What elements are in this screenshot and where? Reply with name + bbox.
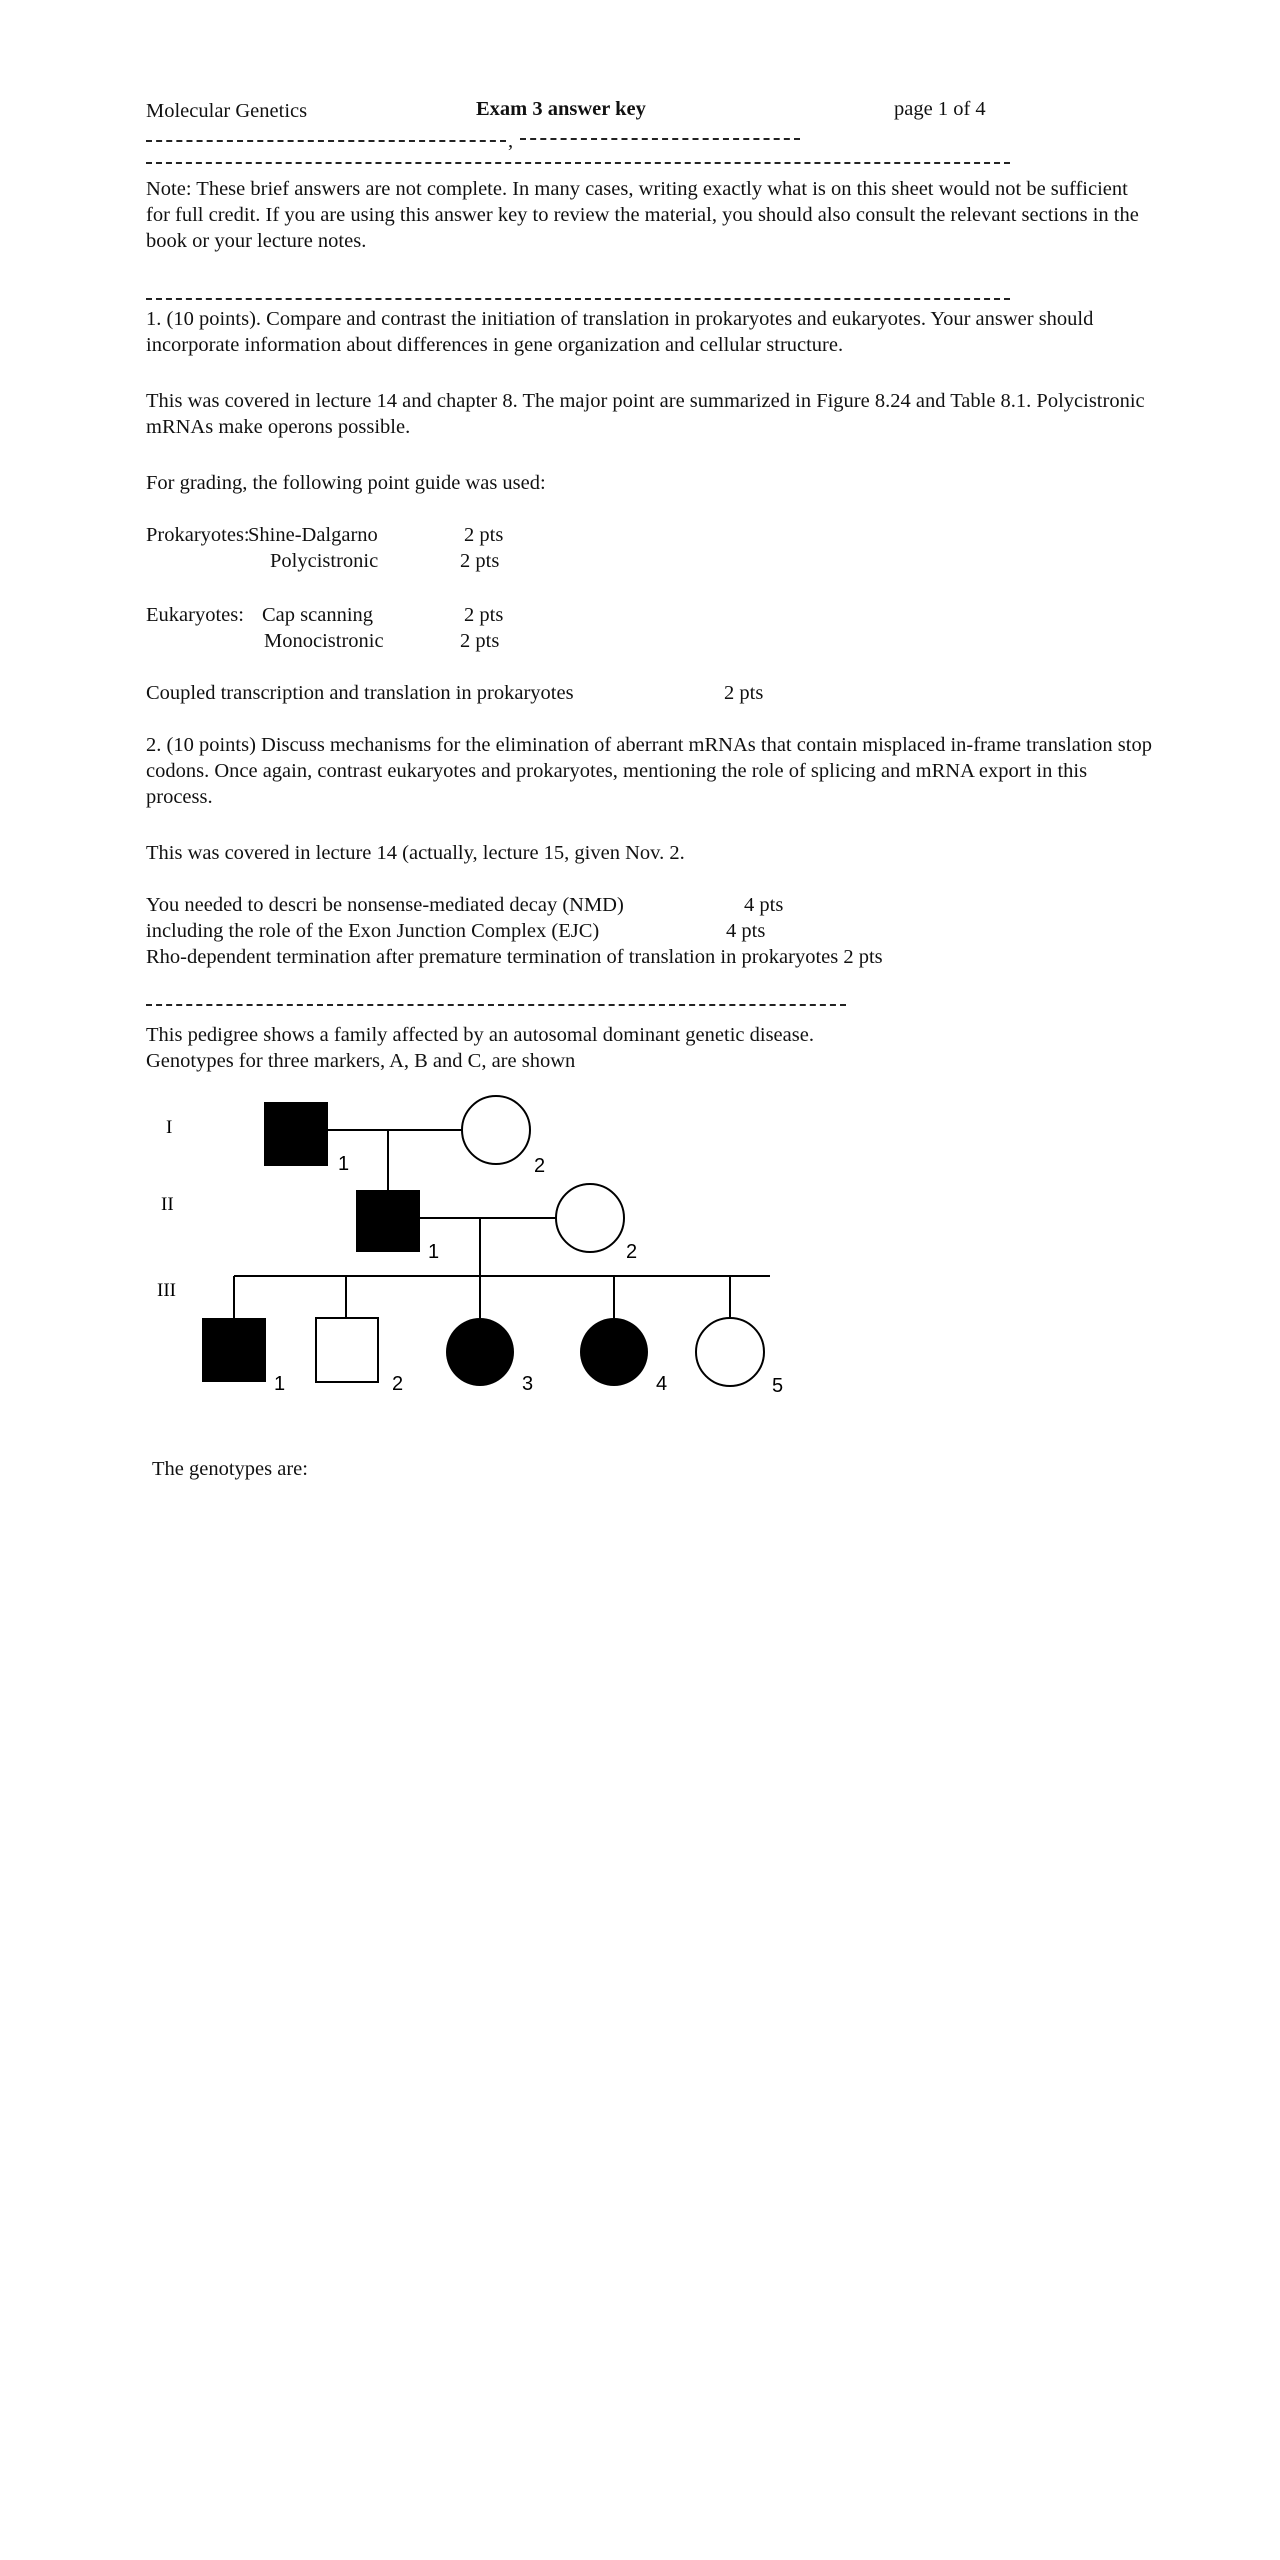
q2-item-3: Rho-dependent termination after premature termination of translation in prokaryotes 2 pts	[146, 946, 883, 968]
individual-label-II2: 2	[626, 1241, 638, 1263]
course-name: Molecular Genetics	[146, 100, 308, 122]
q1-euk-pts-2: 2 pts	[460, 630, 500, 652]
q1-coupled-pts: 2 pts	[724, 682, 764, 704]
q1-answer: This was covered in lecture 14 and chapter 8. The major point are summarized in Figure 8.24 and Table 8.1. Polycistronic mRNAs make operons possible.	[146, 390, 1145, 438]
individual-label-III3: 3	[522, 1373, 534, 1395]
individual-III2-unaffected-male	[316, 1318, 378, 1382]
q2-item-2: including the role of the Exon Junction Complex (EJC)	[146, 920, 600, 942]
page-number: page 1 of 4	[894, 98, 986, 120]
q1-euk-item-1: Cap scanning	[262, 604, 374, 626]
q1-eukaryotes-label: Eukaryotes:	[146, 604, 244, 626]
individual-I2-unaffected-female	[462, 1096, 530, 1164]
individual-III3-affected-female	[446, 1318, 514, 1386]
individual-III1-affected-male	[202, 1318, 266, 1382]
q2-pts-1: 4 pts	[744, 894, 784, 916]
q1-prok-item-2: Polycistronic	[270, 550, 379, 572]
q2-item-1: You needed to descri be nonsense-mediated decay (NMD)	[146, 894, 624, 916]
q1-prok-pts-1: 2 pts	[464, 524, 504, 546]
note-paragraph: Note: These brief answers are not complete. In many cases, writing exactly what is on this sheet would not be sufficient for full credit. If you are using this answer key to review the material, you should also consult the relevant sections in the book or your lecture notes.	[146, 178, 1139, 252]
individual-I1-affected-male	[264, 1102, 328, 1166]
individual-label-II1: 1	[428, 1241, 440, 1263]
generation-label-II: II	[161, 1194, 174, 1215]
q1-coupled-item: Coupled transcription and translation in prokaryotes	[146, 682, 574, 704]
q1-question: 1. (10 points). Compare and contrast the initiation of translation in prokaryotes and eukaryotes. Your answer should incorporate information about differences in gene organization and cellular structure.	[146, 308, 1094, 356]
page-title: Exam 3 answer key	[476, 98, 646, 120]
q2-answer: This was covered in lecture 14 (actually, lecture 15, given Nov. 2.	[146, 842, 685, 864]
q2-question: 2. (10 points) Discuss mechanisms for the elimination of aberrant mRNAs that contain misplaced in-frame translation stop codons. Once again, contrast eukaryotes and prokaryotes, mentioning the role of splicing and mRNA export in this process.	[146, 734, 1152, 808]
individual-label-III2: 2	[392, 1373, 404, 1395]
q1-grading-intro: For grading, the following point guide was used:	[146, 472, 546, 494]
generation-label-III: III	[157, 1280, 176, 1301]
pedigree-intro-line-2: Genotypes for three markers, A, B and C, are shown	[146, 1050, 576, 1072]
individual-II1-affected-male	[356, 1190, 420, 1252]
genotypes-label: The genotypes are:	[152, 1458, 308, 1480]
q1-euk-item-2: Monocistronic	[264, 630, 384, 652]
individual-III5-unaffected-female	[696, 1318, 764, 1386]
individual-label-III1: 1	[274, 1373, 286, 1395]
individual-label-I1: 1	[338, 1153, 350, 1175]
q1-prokaryotes-label: Prokaryotes:	[146, 524, 250, 546]
individual-label-III4: 4	[656, 1373, 668, 1395]
q2-pts-2: 4 pts	[726, 920, 766, 942]
q1-prok-item-1: Shine-Dalgarno	[248, 524, 378, 546]
pedigree-intro-line-1: This pedigree shows a family affected by an autosomal dominant genetic disease.	[146, 1024, 814, 1046]
individual-label-I2: 2	[534, 1155, 546, 1177]
q1-euk-pts-1: 2 pts	[464, 604, 504, 626]
generation-label-I: I	[166, 1117, 173, 1138]
individual-label-III5: 5	[772, 1375, 784, 1397]
individual-III4-affected-female	[580, 1318, 648, 1386]
header-divider-comma: ,	[508, 130, 514, 152]
q1-prok-pts-2: 2 pts	[460, 550, 500, 572]
individual-II2-unaffected-female	[556, 1184, 624, 1252]
